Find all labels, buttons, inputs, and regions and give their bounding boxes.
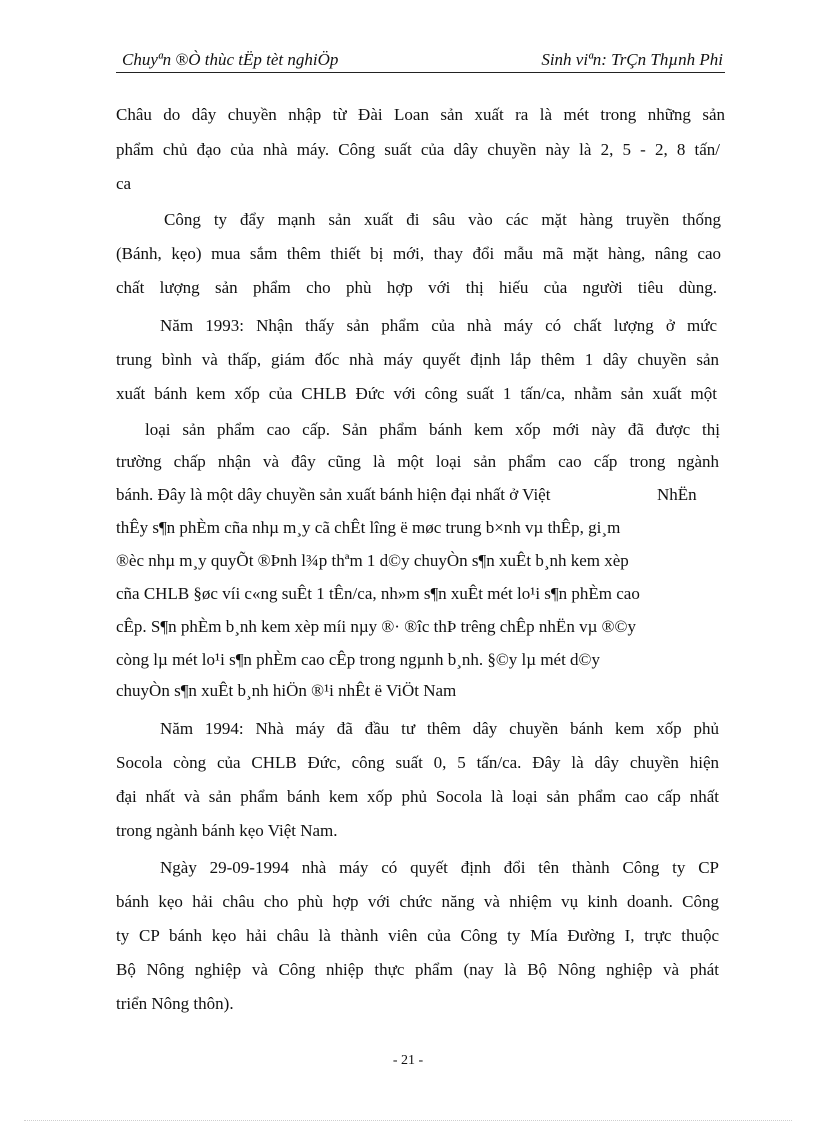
text-line: bánh. Đây là một dây chuyền sản xuất bánh hiện đại nhất ở Việt — [116, 485, 551, 504]
header-document-title: Chuyªn ®Ò thùc tËp tèt nghiÖp — [122, 50, 339, 69]
page-header — [116, 50, 725, 73]
text-line: Năm 1994: Nhà máy đã đầu tư thêm dây chuyền bánh kem xốp phủ — [160, 719, 719, 738]
text-line: thÊy s¶n phÈm cña nhµ m¸y cã chÊt lîng ë møc trung b×nh vµ thÊp, gi¸m — [116, 518, 621, 537]
text-line: xuất bánh kem xốp của CHLB Đức với công suất 1 tấn/ca, nhằm sản xuất một — [116, 384, 717, 403]
text-line: Bộ Nông nghiệp và Công nhiệp thực phẩm (nay là Bộ Nông nghiệp và phát — [116, 960, 719, 979]
text-line: Công ty đẩy mạnh sản xuất đi sâu vào các mặt hàng truyền thống — [164, 210, 721, 229]
page-bottom-divider — [24, 1120, 792, 1121]
text-line: trong ngành bánh kẹo Việt Nam. — [116, 821, 338, 840]
text-line: trung bình và thấp, giám đốc nhà máy quyết định lắp thêm 1 dây chuyền sản — [116, 350, 719, 369]
text-line: phẩm chủ đạo của nhà máy. Công suất của dây chuyền này là 2, 5 - 2, 8 tấn/ — [116, 140, 720, 159]
header-student-name: Sinh viªn: TrÇn Thµnh Phi — [541, 50, 723, 69]
text-line: cÊp. S¶n phÈm b¸nh kem xèp míi nµy ®· ®îc thÞ trêng chÊp nhËn vµ ®©y — [116, 617, 636, 636]
text-line: chuyÒn s¶n xuÊt b¸nh hiÖn ®¹i nhÊt ë ViÖt Nam — [116, 681, 457, 700]
text-line: Socola còng của CHLB Đức, công suất 0, 5 tấn/ca. Đây là dây chuyền hiện — [116, 753, 719, 772]
text-line: ®èc nhµ m¸y quyÕt ®Þnh l¾p thªm 1 d©y chuyÒn s¶n xuÊt b¸nh kem xèp — [116, 551, 629, 570]
text-line: đại nhất và sản phẩm bánh kem xốp phủ Socola là loại sản phẩm cao cấp nhất — [116, 787, 719, 806]
text-line: trường chấp nhận và đây cũng là một loại sản phẩm cao cấp trong ngành — [116, 452, 719, 471]
text-line: Năm 1993: Nhận thấy sản phẩm của nhà máy có chất lượng ở mức — [160, 316, 717, 335]
text-line: còng lµ mét lo¹i s¶n phÈm cao cÊp trong ngµnh b¸nh. §©y lµ mét d©y — [116, 650, 600, 669]
text-line: chất lượng sản phẩm cho phù hợp với thị hiếu của người tiêu dùng. — [116, 278, 717, 297]
text-line: ca — [116, 174, 132, 193]
text-line: triển Nông thôn). — [116, 994, 234, 1013]
text-line: NhËn — [657, 485, 697, 504]
page-number: - 21 - — [392, 1053, 424, 1068]
text-line: cña CHLB §øc víi c«ng suÊt 1 tÊn/ca, nh»m s¶n xuÊt mét lo¹i s¶n phÈm cao — [116, 584, 640, 603]
text-line: ty CP bánh kẹo hải châu là thành viên của Công ty Mía Đường I, trực thuộc — [116, 926, 719, 945]
text-line: Châu do dây chuyền nhập từ Đài Loan sản xuất ra là mét trong những sản — [116, 105, 725, 124]
text-line: bánh kẹo hải châu cho phù hợp với chức năng và nhiệm vụ kinh doanh. Công — [116, 892, 719, 911]
text-line: (Bánh, kẹo) mua sắm thêm thiết bị mới, thay đổi mẫu mã mặt hàng, nâng cao — [116, 244, 721, 263]
text-line: loại sản phẩm cao cấp. Sản phẩm bánh kem xốp mới này đã được thị — [145, 420, 720, 439]
text-line: Ngày 29-09-1994 nhà máy có quyết định đổi tên thành Công ty CP — [160, 858, 719, 877]
